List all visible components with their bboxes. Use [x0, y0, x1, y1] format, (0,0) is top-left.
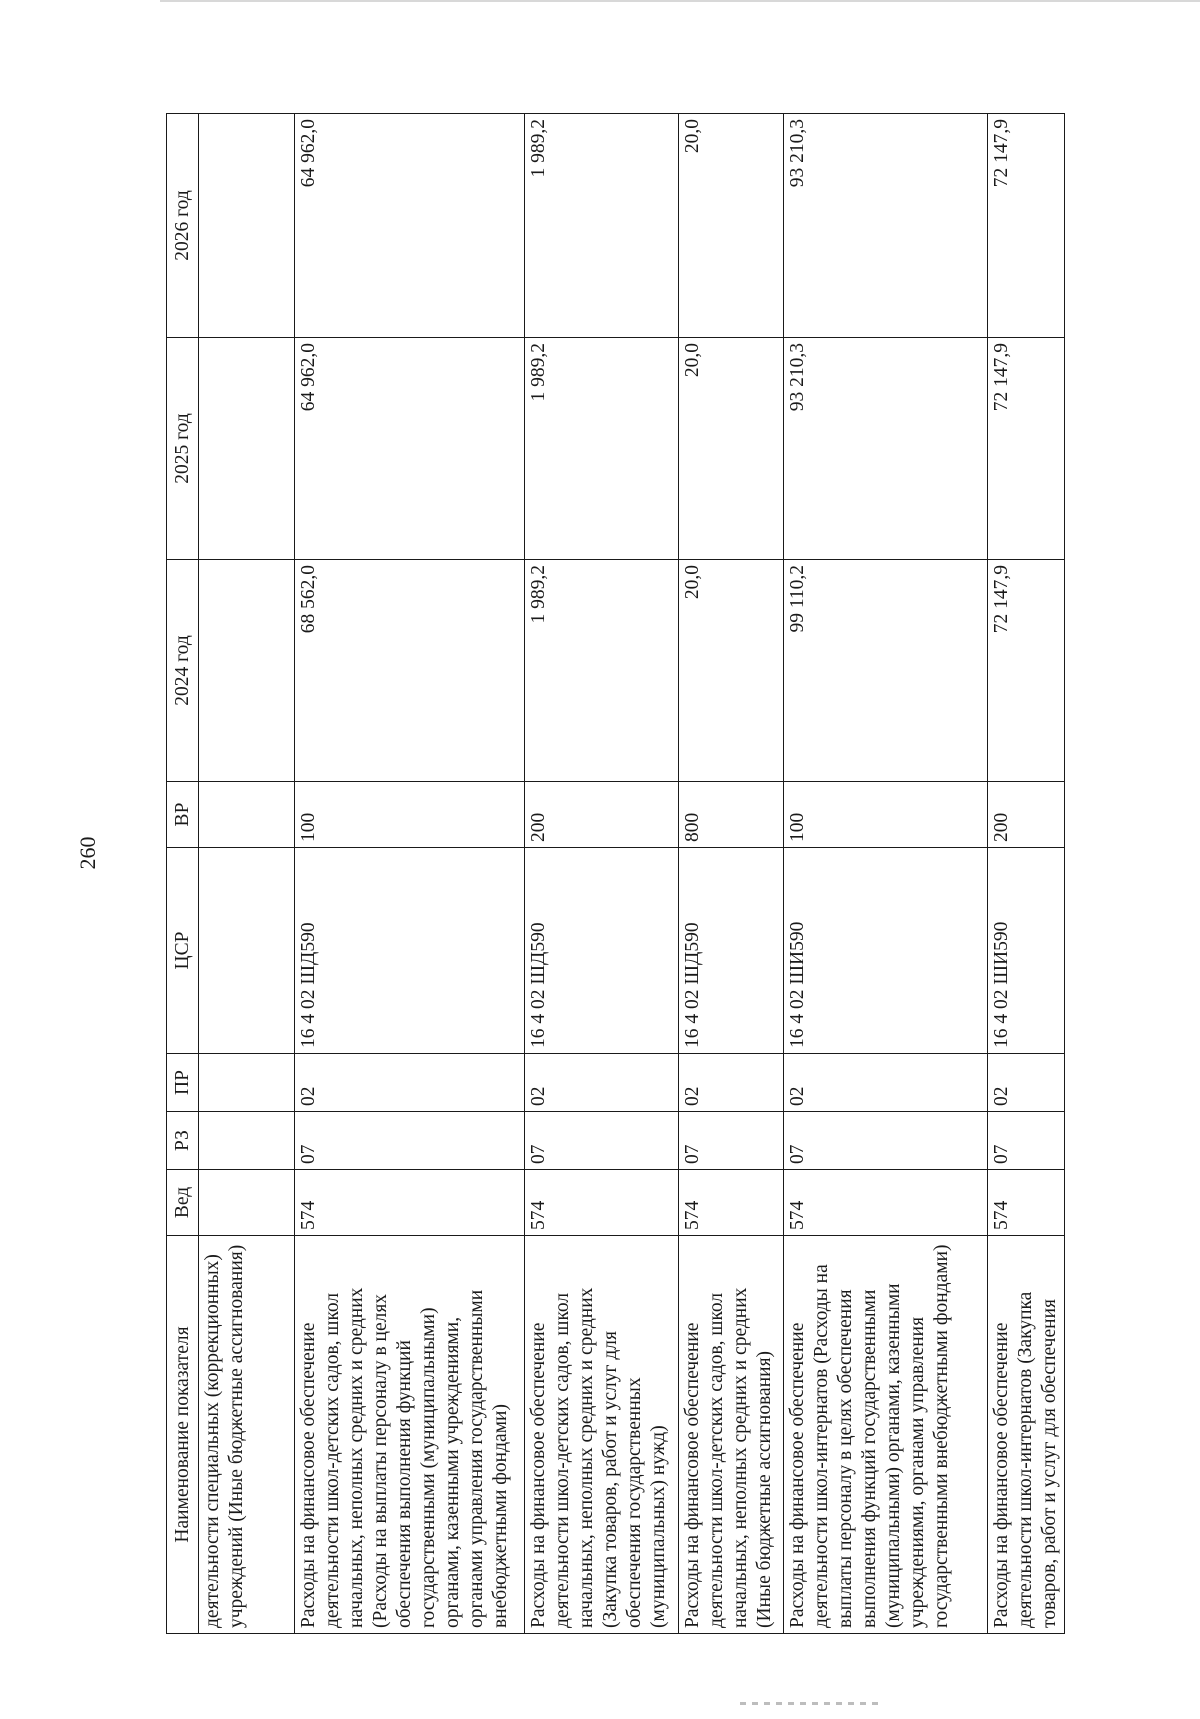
cell-csr: 16 4 02 ШИ590 — [988, 848, 1065, 1054]
cell-vr: 200 — [525, 782, 679, 848]
cell-2025: 72 147,9 — [988, 338, 1065, 560]
cell-ved: 574 — [525, 1170, 679, 1236]
header-ved: Вед — [167, 1170, 199, 1236]
cell-2025: 20,0 — [679, 338, 784, 560]
header-2025: 2025 год — [167, 338, 199, 560]
cell-pr: 02 — [679, 1054, 784, 1112]
cell-2024: 99 110,2 — [784, 560, 988, 782]
cell-name: деятельности специальных (коррекционных) учреждений (Иные бюджетные ассигнования) — [199, 1236, 295, 1634]
cell-2026: 20,0 — [679, 114, 784, 338]
header-vr: ВР — [167, 782, 199, 848]
cell-2025 — [199, 338, 295, 560]
cell-rz — [199, 1112, 295, 1170]
cell-csr: 16 4 02 ШД590 — [295, 848, 525, 1054]
cell-ved: 574 — [784, 1170, 988, 1236]
cell-rz: 07 — [679, 1112, 784, 1170]
cell-csr: 16 4 02 ШД590 — [679, 848, 784, 1054]
cell-ved — [199, 1170, 295, 1236]
cell-vr: 100 — [784, 782, 988, 848]
cell-2025: 64 962,0 — [295, 338, 525, 560]
table-row — [679, 114, 784, 1634]
cell-name: Расходы на финансовое обеспечение деятельности школ-интернатов (Расходы на выплаты персоналу в целях обеспечения выполнения функций государственными (муниципальными) органами, казенными учреждениями, органами управления государственными внебюджетными фондами) — [784, 1236, 988, 1634]
cell-rz: 07 — [784, 1112, 988, 1170]
cell-2025: 1 989,2 — [525, 338, 679, 560]
cell-ved: 574 — [295, 1170, 525, 1236]
cell-name: Расходы на финансовое обеспечение деятельности школ-детских садов, школ начальных, неполных средних и средних (Расходы на выплаты персоналу в целях обеспечения выполнения функций государственными (муниципальными) органами, казенными учреждениями, органами управления государственными внебюджетными фондами) — [295, 1236, 525, 1634]
table-row — [784, 114, 988, 1634]
cell-pr — [199, 1054, 295, 1112]
cell-2026: 93 210,3 — [784, 114, 988, 338]
header-2024: 2024 год — [167, 560, 199, 782]
cell-csr: 16 4 02 ШД590 — [525, 848, 679, 1054]
cell-rz: 07 — [295, 1112, 525, 1170]
cell-2025: 93 210,3 — [784, 338, 988, 560]
cell-name: Расходы на финансовое обеспечение деятельности школ-детских садов, школ начальных, неполных средних и средних (Иные бюджетные ассигнования) — [679, 1236, 784, 1634]
cell-2026: 72 147,9 — [988, 114, 1065, 338]
cell-pr: 02 — [988, 1054, 1065, 1112]
cell-ved: 574 — [679, 1170, 784, 1236]
header-2026: 2026 год — [167, 114, 199, 338]
cell-pr: 02 — [295, 1054, 525, 1112]
cell-2024: 20,0 — [679, 560, 784, 782]
cell-vr — [199, 782, 295, 848]
cell-name: Расходы на финансовое обеспечение деятельности школ-детских садов, школ начальных, неполных средних и средних (Закупка товаров, работ и услуг для обеспечения государственных (муниципальных) нужд) — [525, 1236, 679, 1634]
cell-2024: 1 989,2 — [525, 560, 679, 782]
scan-edge-top — [160, 0, 1200, 2]
cell-csr: 16 4 02 ШИ590 — [784, 848, 988, 1054]
table-row — [988, 114, 1065, 1634]
cell-pr: 02 — [525, 1054, 679, 1112]
cell-2026 — [199, 114, 295, 338]
header-name: Наименование показателя — [167, 1236, 199, 1634]
cell-vr: 100 — [295, 782, 525, 848]
header-csr: ЦСР — [167, 848, 199, 1054]
table-header-row — [167, 114, 199, 1634]
cell-pr: 02 — [784, 1054, 988, 1112]
header-rz: РЗ — [167, 1112, 199, 1170]
table-row — [199, 114, 295, 1634]
cell-name: Расходы на финансовое обеспечение деятельности школ-интернатов (Закупка товаров, работ и услуг для обеспечения — [988, 1236, 1065, 1634]
cell-csr — [199, 848, 295, 1054]
cell-ved: 574 — [988, 1170, 1065, 1236]
budget-table — [166, 113, 1065, 1634]
cell-vr: 200 — [988, 782, 1065, 848]
cell-2024: 68 562,0 — [295, 560, 525, 782]
cell-2024: 72 147,9 — [988, 560, 1065, 782]
scan-edge-bottom — [740, 1702, 880, 1705]
cell-vr: 800 — [679, 782, 784, 848]
table-row — [525, 114, 679, 1634]
table-row — [295, 114, 525, 1634]
page-number: 260 — [75, 836, 100, 870]
cell-2026: 1 989,2 — [525, 114, 679, 338]
cell-2026: 64 962,0 — [295, 114, 525, 338]
rotated-table-wrapper — [166, 114, 1060, 1634]
cell-rz: 07 — [525, 1112, 679, 1170]
header-pr: ПР — [167, 1054, 199, 1112]
cell-rz: 07 — [988, 1112, 1065, 1170]
cell-2024 — [199, 560, 295, 782]
